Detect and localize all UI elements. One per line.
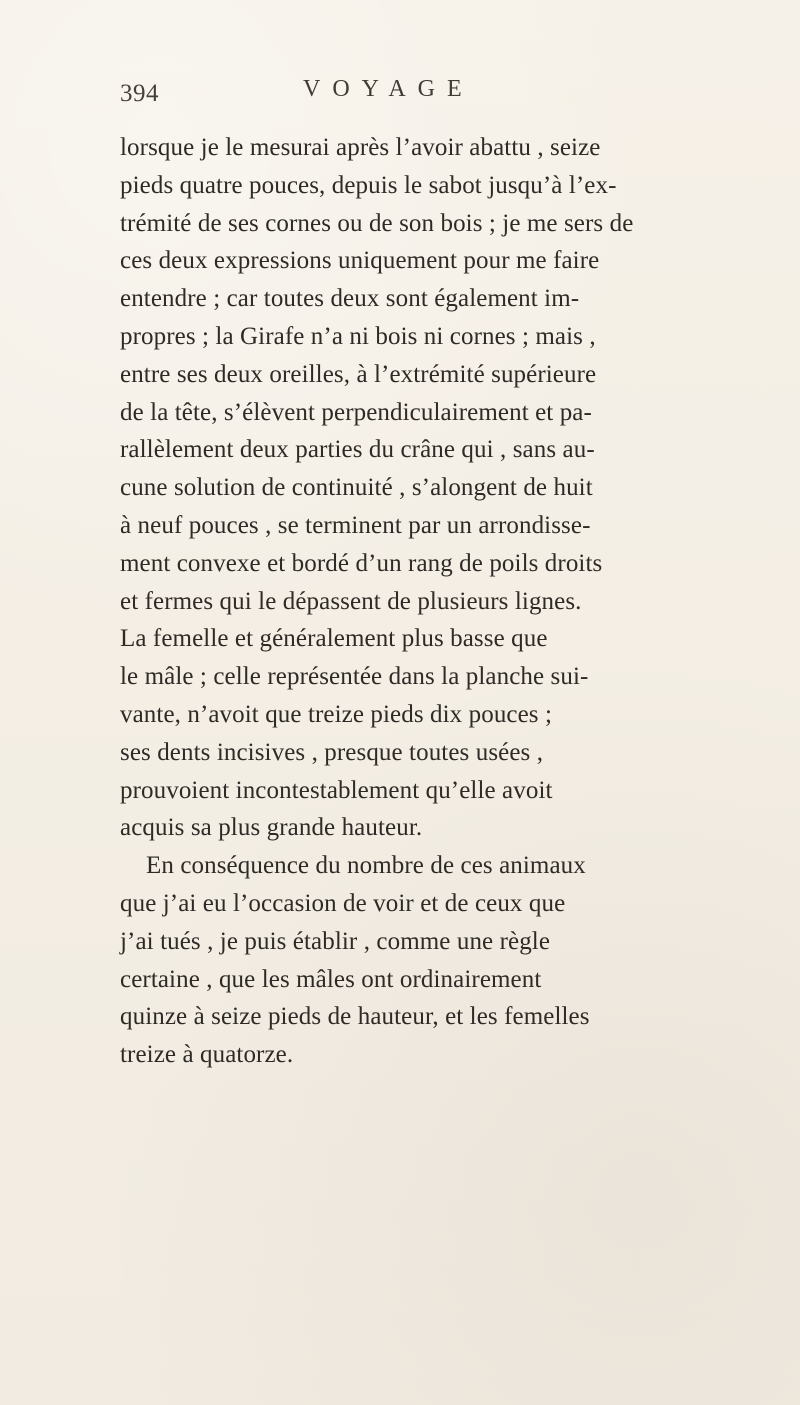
text-line: le mâle ; celle représentée dans la planche sui- (120, 663, 589, 691)
text-line: En conséquence du nombre de ces animaux (146, 852, 586, 880)
text-line: cune solution de continuité , s’alongent de huit (120, 474, 593, 502)
text-line: trémité de ses cornes ou de son bois ; je me sers de (120, 209, 634, 237)
text-line: j’ai tués , je puis établir , comme une règle (120, 927, 551, 955)
text-line: de la tête, s’élèvent perpendiculairement et pa- (120, 398, 592, 426)
text-line: quinze à seize pieds de hauteur, et les femelles (120, 1003, 590, 1031)
text-line: lorsque je le mesurai après l’avoir abattu , seize (120, 134, 601, 161)
text-line: treize à quatorze. (120, 1041, 294, 1069)
text-line: pieds quatre pouces, depuis le sabot jusqu’à l’ex- (120, 171, 617, 199)
text-line: que j’ai eu l’occasion de voir et de ceux que (120, 889, 566, 917)
text-line: prouvoient incontestablement qu’elle avoit (120, 776, 553, 804)
text-line: ces deux expressions uniquement pour me faire (120, 247, 600, 275)
text-line: propres ; la Girafe n’a ni bois ni cornes ; mais , (120, 322, 596, 350)
text-line: rallèlement deux parties du crâne qui , sans au- (120, 436, 595, 464)
body-text (120, 129, 688, 1074)
text-line: et fermes qui le dépassent de plusieurs lignes. (120, 587, 582, 615)
running-title: VOYAGE (303, 76, 474, 102)
text-line: ses dents incisives , presque toutes usées , (120, 738, 544, 766)
page-header (120, 76, 680, 116)
page-number: 394 (120, 80, 159, 107)
text-line: entendre ; car toutes deux sont également im- (120, 285, 580, 313)
text-line: ment convexe et bordé d’un rang de poils droits (120, 549, 603, 577)
text-line: La femelle et généralement plus basse que (120, 625, 548, 653)
text-line: entre ses deux oreilles, à l’extrémité supérieure (120, 360, 597, 388)
text-line: à neuf pouces , se terminent par un arrondisse- (120, 511, 591, 539)
text-line: acquis sa plus grande hauteur. (120, 814, 423, 842)
text-line: certaine , que les mâles ont ordinairement (120, 965, 542, 993)
text-line: vante, n’avoit que treize pieds dix pouces ; (120, 700, 553, 728)
